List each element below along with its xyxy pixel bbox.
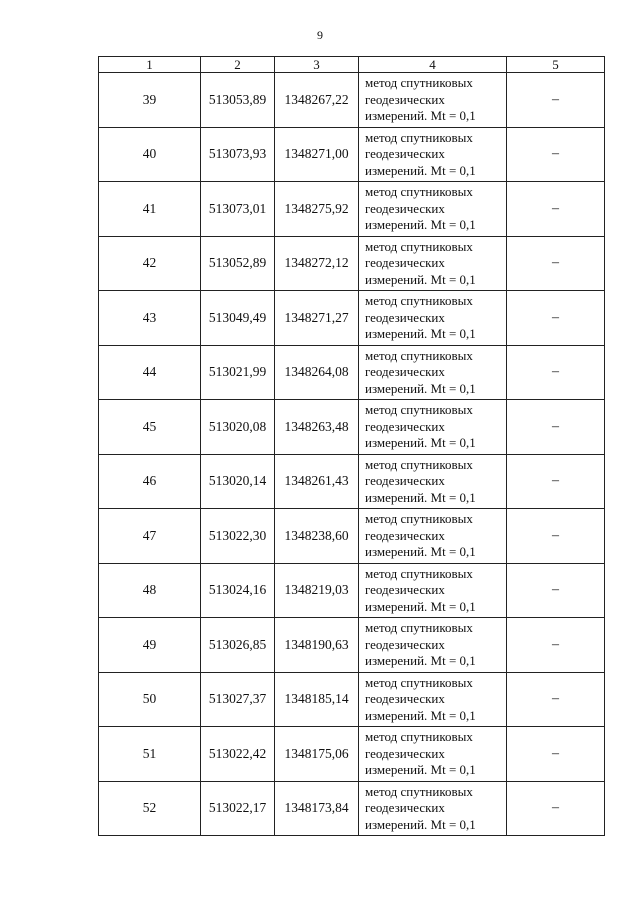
column-5-value: – [507, 618, 605, 673]
point-number: 41 [99, 182, 201, 237]
coordinate-y: 1348238,60 [275, 509, 359, 564]
method-line-2: геодезических [365, 309, 445, 325]
table-row [99, 400, 605, 455]
method-line-3: измерений. Mt = 0,1 [365, 598, 476, 614]
coordinate-x: 513020,14 [201, 454, 275, 509]
point-number: 48 [99, 563, 201, 618]
column-5-value: – [507, 182, 605, 237]
method-description [359, 73, 507, 128]
method-line-3: измерений. Mt = 0,1 [365, 544, 476, 559]
method-description [359, 127, 507, 182]
method-description [359, 345, 507, 400]
coordinate-y: 1348275,92 [275, 182, 359, 237]
coordinate-x: 513052,89 [201, 236, 275, 291]
coordinate-x: 513021,99 [201, 345, 275, 400]
method-line-3: измерений. Mt = 0,1 [365, 217, 476, 232]
method-line-2: геодезических [365, 91, 445, 107]
column-5-value: – [507, 345, 605, 400]
coordinate-x: 513022,17 [201, 781, 275, 836]
coordinate-x: 513027,37 [201, 672, 275, 727]
method-line-2: геодезических [365, 473, 445, 488]
point-number: 43 [99, 291, 201, 346]
coordinate-y: 1348185,14 [275, 672, 359, 727]
column-5-value: – [507, 509, 605, 564]
table-row [99, 291, 605, 346]
method-line-1: метод спутниковых [365, 783, 473, 799]
point-number: 51 [99, 727, 201, 782]
method-description [359, 727, 507, 782]
method-line-3: измерений. Mt = 0,1 [365, 816, 476, 832]
point-number: 39 [99, 73, 201, 128]
method-line-1: метод спутниковых [365, 565, 473, 581]
table-row [99, 454, 605, 509]
point-number: 45 [99, 400, 201, 455]
column-5-value: – [507, 781, 605, 836]
coordinate-x: 513073,93 [201, 127, 275, 182]
table-row [99, 182, 605, 237]
method-description [359, 563, 507, 618]
method-line-2: геодезических [365, 800, 445, 815]
column-5-value: – [507, 73, 605, 128]
column-5-value: – [507, 672, 605, 727]
method-description [359, 291, 507, 346]
method-line-1: метод спутниковых [365, 75, 473, 90]
header-row [99, 57, 605, 73]
method-description [359, 182, 507, 237]
method-line-1: метод спутниковых [365, 456, 473, 472]
column-5-value: – [507, 291, 605, 346]
coordinate-y: 1348271,00 [275, 127, 359, 182]
method-line-3: измерений. Mt = 0,1 [365, 707, 476, 723]
method-description [359, 236, 507, 291]
point-number: 49 [99, 618, 201, 673]
method-line-3: измерений. Mt = 0,1 [365, 380, 476, 396]
point-number: 40 [99, 127, 201, 182]
coordinate-x: 513020,08 [201, 400, 275, 455]
method-line-3: измерений. Mt = 0,1 [365, 435, 476, 450]
point-number: 46 [99, 454, 201, 509]
method-line-2: геодезических [365, 691, 445, 706]
coordinate-x: 513024,16 [201, 563, 275, 618]
point-number: 44 [99, 345, 201, 400]
method-description [359, 454, 507, 509]
table-row [99, 727, 605, 782]
method-line-1: метод спутниковых [365, 402, 473, 417]
point-number: 47 [99, 509, 201, 564]
header-col-2: 2 [201, 57, 275, 73]
method-line-2: геодезических [365, 146, 445, 161]
method-line-2: геодезических [365, 527, 445, 543]
method-line-1: метод спутниковых [365, 238, 473, 254]
method-line-1: метод спутниковых [365, 129, 473, 145]
table-row [99, 345, 605, 400]
coordinate-x: 513073,01 [201, 182, 275, 237]
coordinate-x: 513026,85 [201, 618, 275, 673]
method-line-1: метод спутниковых [365, 620, 473, 635]
header-col-4: 4 [359, 57, 507, 73]
column-5-value: – [507, 127, 605, 182]
method-line-3: измерений. Mt = 0,1 [365, 326, 476, 341]
column-5-value: – [507, 563, 605, 618]
column-5-value: – [507, 727, 605, 782]
method-line-1: метод спутниковых [365, 184, 473, 199]
method-line-3: измерений. Mt = 0,1 [365, 271, 476, 287]
table-body [99, 73, 605, 836]
method-description [359, 400, 507, 455]
coordinates-table [98, 56, 605, 836]
coordinate-x: 513022,30 [201, 509, 275, 564]
method-description [359, 672, 507, 727]
method-line-1: метод спутниковых [365, 293, 473, 308]
method-line-3: измерений. Mt = 0,1 [365, 489, 476, 505]
coordinate-x: 513022,42 [201, 727, 275, 782]
page-number: 9 [317, 28, 323, 42]
column-5-value: – [507, 454, 605, 509]
coordinate-y: 1348219,03 [275, 563, 359, 618]
table-row [99, 618, 605, 673]
table-row [99, 672, 605, 727]
method-line-1: метод спутниковых [365, 674, 473, 690]
coordinate-y: 1348267,22 [275, 73, 359, 128]
coordinate-y: 1348173,84 [275, 781, 359, 836]
table-row [99, 509, 605, 564]
method-line-2: геодезических [365, 418, 445, 434]
coordinate-y: 1348263,48 [275, 400, 359, 455]
method-description [359, 781, 507, 836]
method-line-2: геодезических [365, 364, 445, 379]
coordinate-x: 513053,89 [201, 73, 275, 128]
coordinate-y: 1348190,63 [275, 618, 359, 673]
header-col-5: 5 [507, 57, 605, 73]
column-5-value: – [507, 236, 605, 291]
method-line-1: метод спутниковых [365, 729, 473, 744]
method-description [359, 509, 507, 564]
coordinate-x: 513049,49 [201, 291, 275, 346]
coordinate-y: 1348271,27 [275, 291, 359, 346]
method-line-3: измерений. Mt = 0,1 [365, 762, 476, 777]
coordinate-y: 1348175,06 [275, 727, 359, 782]
method-line-1: метод спутниковых [365, 347, 473, 363]
coordinate-y: 1348272,12 [275, 236, 359, 291]
point-number: 50 [99, 672, 201, 727]
point-number: 52 [99, 781, 201, 836]
point-number: 42 [99, 236, 201, 291]
method-line-2: геодезических [365, 582, 445, 597]
method-line-2: геодезических [365, 200, 445, 216]
method-description [359, 618, 507, 673]
header-col-1: 1 [99, 57, 201, 73]
method-line-3: измерений. Mt = 0,1 [365, 108, 476, 123]
table-row [99, 73, 605, 128]
method-line-1: метод спутниковых [365, 511, 473, 526]
method-line-3: измерений. Mt = 0,1 [365, 162, 476, 178]
column-5-value: – [507, 400, 605, 455]
header-col-3: 3 [275, 57, 359, 73]
coordinate-y: 1348264,08 [275, 345, 359, 400]
coordinate-y: 1348261,43 [275, 454, 359, 509]
table-row [99, 781, 605, 836]
method-line-2: геодезических [365, 745, 445, 761]
method-line-2: геодезических [365, 636, 445, 652]
table-row [99, 127, 605, 182]
table-row [99, 236, 605, 291]
method-line-2: геодезических [365, 255, 445, 270]
method-line-3: измерений. Mt = 0,1 [365, 653, 476, 668]
table-row [99, 563, 605, 618]
